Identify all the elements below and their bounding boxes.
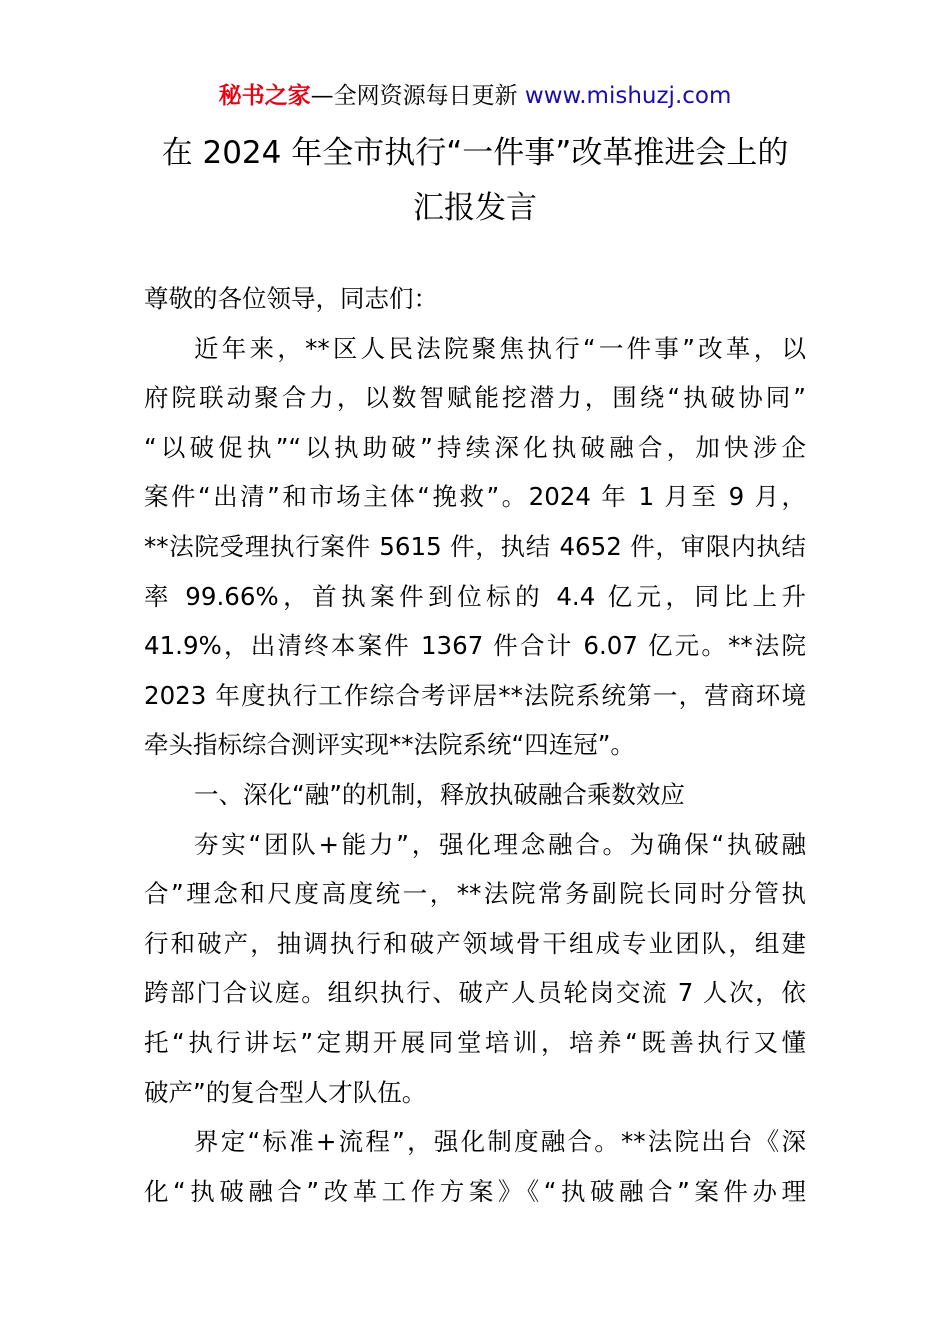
paragraph-line: “以破促执”“以执助破”持续深化执破融合，加快涉企 [144,432,806,462]
site-tagline: —全网资源每日更新 [310,83,525,109]
document-title [0,126,950,236]
paragraph-line: 率 99.66%，首执案件到位标的 4.4 亿元，同比上升 [144,581,806,611]
paragraph-line: 府院联动聚合力，以数智赋能挖潜力，围绕“执破协同” [144,383,806,413]
site-brand: 秘书之家 [218,83,311,109]
paragraph-line: 案件“出清”和市场主体“挽救”。2024 年 1 月至 9 月， [144,482,806,512]
site-url-link[interactable]: www.mishuzj.com [524,83,732,109]
salutation: 尊敬的各位领导，同志们： [144,284,438,313]
paragraph-line: **法院受理执行案件 5615 件，执结 4652 件，审限内执结 [144,531,806,561]
paragraph-line: 夯实“团队+能力”，强化理念融合。为确保“执破融 [194,829,806,859]
title-line-2: 汇报发言 [413,190,537,226]
paragraph-line: 2023 年度执行工作综合考评居**法院系统第一，营商环境 [144,680,806,710]
paragraph-line: 41.9%，出清终本案件 1367 件合计 6.07 亿元。**法院 [144,631,806,661]
paragraph-line: 化“执破融合”改革工作方案》《“执破融合”案件办理 [144,1176,806,1206]
paragraph-line: 行和破产，抽调执行和破产领域骨干组成专业团队，组建 [144,928,806,958]
paragraph-line: 破产”的复合型人才队伍。 [144,1077,427,1107]
paragraph-line: 牵头指标综合测评实现**法院系统“四连冠”。 [144,730,635,760]
paragraph-line: 托“执行讲坛”定期开展同堂培训，培养“既善执行又懂 [144,1027,806,1057]
section-heading: 一、深化“融”的机制，释放执破融合乘数效应 [194,779,685,809]
paragraph-line: 跨部门合议庭。组织执行、破产人员轮岗交流 7 人次，依 [144,978,806,1008]
document-body [144,274,806,1216]
paragraph-line: 近年来，**区人民法院聚焦执行“一件事”改革，以 [194,333,806,363]
title-line-1: 在 2024 年全市执行“一件事”改革推进会上的 [161,135,789,171]
paragraph-line: 合”理念和尺度高度统一，**法院常务副院长同时分管执 [144,879,806,909]
site-header [0,80,950,112]
paragraph-line: 界定“标准+流程”，强化制度融合。**法院出台《深 [194,1127,806,1157]
